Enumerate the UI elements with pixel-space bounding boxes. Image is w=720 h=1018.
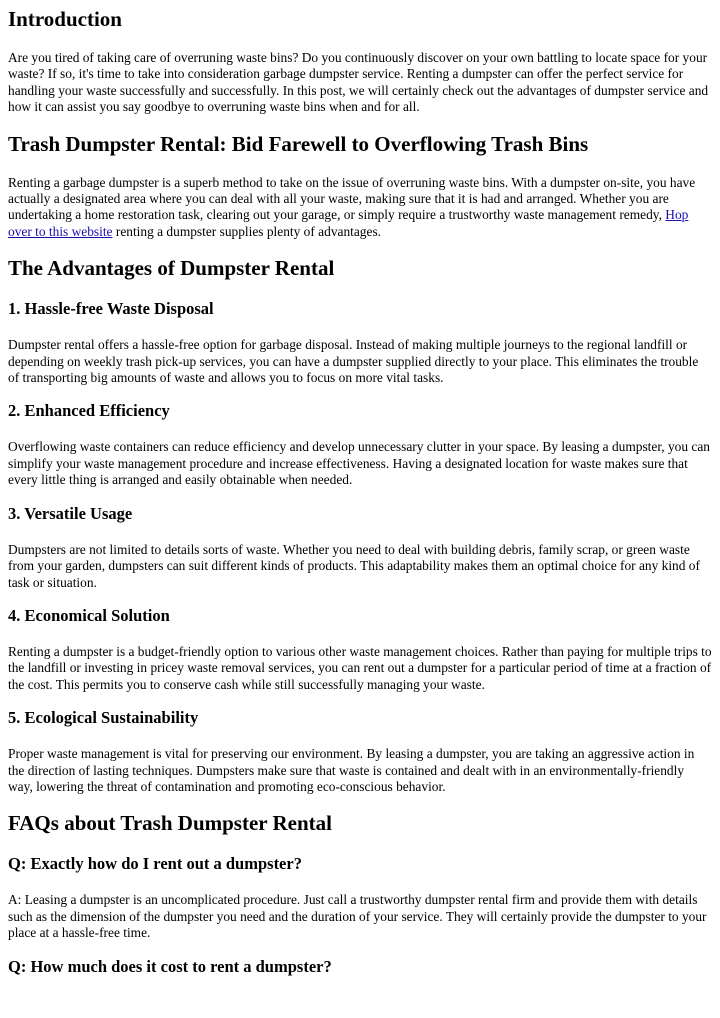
hop-over-link[interactable]: Hop over to this website bbox=[8, 207, 689, 239]
advantage-title: 2. Enhanced Efficiency bbox=[8, 401, 170, 421]
faq-answer: A: Leasing a dumpster is an uncomplicated procedure. Just call a trustworthy dumpster rental firm and provide them with details such as the dimension of the dumpster you need and the duration of your service. They will certainly provide the dumpster to your place at a hassle-free time. bbox=[8, 892, 707, 941]
advantage-title: 3. Versatile Usage bbox=[8, 503, 133, 523]
rental-paragraph bbox=[8, 175, 712, 241]
advantage-text: Proper waste management is vital for preserving our environment. By leasing a dumpster, you are taking an aggressive action in the direction of lasting techniques. Dumpsters make sure that waste is contained and dealt with in an environmentally-friendly way, lowering the threat of contamination and promoting eco-conscious behavior. bbox=[8, 746, 695, 794]
advantage-text: Renting a dumpster is a budget-friendly option to various other waste management choices. Rather than paying for multiple trips to the landfill or investing in pricey waste removal services, you can rent out a dumpster for a particular period of time at a fraction of the cost. This permits you to conserve cash while still successfully managing your waste. bbox=[8, 643, 712, 692]
intro-heading: Introduction bbox=[8, 7, 122, 31]
advantages-heading: The Advantages of Dumpster Rental bbox=[8, 256, 335, 281]
faqs-heading: FAQs about Trash Dumpster Rental bbox=[8, 811, 332, 836]
advantage-text: Overflowing waste containers can reduce efficiency and develop unnecessary clutter in your space. By leasing a dumpster, you can simplify your waste management procedure and increase effectiveness. Having a designated location for waste makes sure that every little thing is arranged and easily obtainable when needed. bbox=[8, 439, 710, 488]
rental-heading: Trash Dumpster Rental: Bid Farewell to Overflowing Trash Bins bbox=[8, 131, 589, 156]
rental-text-after-link: renting a dumpster supplies plenty of advantages. bbox=[112, 223, 382, 239]
intro-paragraph: Are you tired of taking care of overruning waste bins? Do you continuously discover on your own battling to locate space for your waste? If so, it's time to take into consideration garbage dumpster service. Renting a dumpster can offer the perfect service for handling your waste successfully and successfully. In this post, we will certainly check out the advantages of dumpster service and how it can assist you say goodbye to overruning waste bins when and for all. bbox=[8, 50, 709, 115]
advantage-title: 1. Hassle-free Waste Disposal bbox=[8, 299, 214, 319]
advantage-title: 5. Ecological Sustainability bbox=[8, 708, 199, 728]
advantage-text: Dumpster rental offers a hassle-free option for garbage disposal. Instead of making multiple journeys to the regional landfill or depending on weekly trash pick-up services, you can have a dumpster supplied directly to your place. This eliminates the trouble of transporting big amounts of waste and allows you to focus on more vital tasks. bbox=[8, 337, 699, 386]
advantage-text: Dumpsters are not limited to details sorts of waste. Whether you need to deal with building debris, family scrap, or green waste from your garden, dumpsters can suit different kinds of products. This adaptability makes them an optimal choice for any kind of task or situation. bbox=[8, 541, 700, 590]
rental-text-before-link: Renting a garbage dumpster is a superb method to take on the issue of overruning waste bins. With a dumpster on-site, you have actually a designated area where you can deal with all your waste, making sure that it is had and arranged. Whether you are undertaking a home restoration task, clearing out your garage, or simply require a trustworthy waste management remedy, bbox=[8, 174, 696, 223]
faq-question: Q: Exactly how do I rent out a dumpster? bbox=[8, 854, 302, 874]
advantage-title: 4. Economical Solution bbox=[8, 605, 170, 625]
faq-question: Q: How much does it cost to rent a dumpster? bbox=[8, 956, 332, 976]
